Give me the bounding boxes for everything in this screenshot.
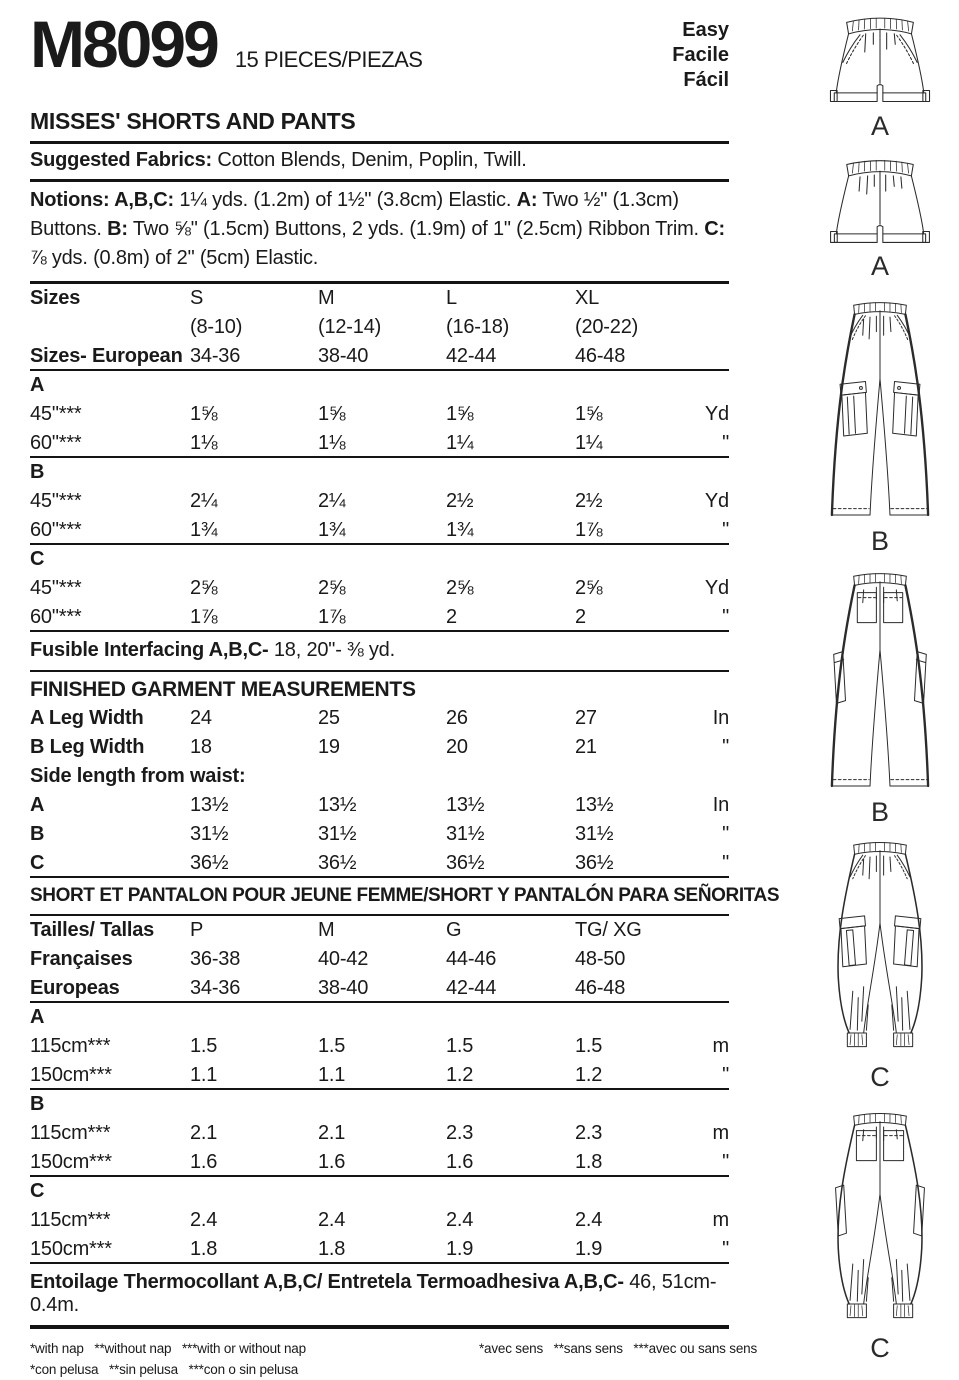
size-tg-cell: TG/ XG (575, 919, 642, 941)
row-label: 60"*** (30, 519, 82, 541)
table-row (30, 400, 729, 429)
difficulty-en: Easy (682, 19, 729, 41)
footnotes (30, 1338, 757, 1380)
notions-a-text: Two ½" (1.3cm) Buttons. (30, 189, 679, 240)
size-m-cell: 1.6 (318, 1151, 346, 1173)
finished-measurements-heading: FINISHED GARMENT MEASUREMENTS (30, 678, 416, 701)
row-label: Tailles/ Tallas (30, 919, 155, 941)
size-tg-cell: 1.5 (575, 1035, 603, 1057)
yardage-table-imperial (30, 284, 729, 632)
page-title: MISSES' SHORTS AND PANTS (30, 106, 729, 144)
row-label: Sizes- European (30, 345, 183, 367)
notions-line (30, 182, 729, 284)
size-xl-cell: 46-48 (575, 345, 626, 367)
size-g-cell: 1.5 (446, 1035, 474, 1057)
size-s-cell: 1¾ (190, 519, 218, 541)
difficulty-fr: Facile (672, 44, 729, 66)
size-s-cell: 18 (190, 736, 212, 758)
footnote-row-1 (30, 1338, 757, 1359)
size-xl-cell: XL (575, 287, 600, 309)
size-s-cell: 2⅝ (190, 577, 218, 599)
size-xl-cell: 2½ (575, 490, 603, 512)
size-m-cell: 1.5 (318, 1035, 346, 1057)
size-xl-cell: 13½ (575, 794, 614, 816)
size-m-cell: 19 (318, 736, 340, 758)
size-xl-cell: (20-22) (575, 316, 639, 338)
size-l-cell: 26 (446, 707, 468, 729)
unit-cell: " (722, 1238, 729, 1260)
size-p-cell: 2.1 (190, 1122, 218, 1144)
size-l-cell: (16-18) (446, 316, 510, 338)
figure-jogger-pants-front (821, 837, 939, 1092)
size-m-cell: 1.8 (318, 1238, 346, 1260)
unit-cell: m (712, 1122, 729, 1144)
size-l-cell: 2 (446, 606, 457, 628)
footnote-es: *con pelusa **sin pelusa ***con o sin pelusa (30, 1362, 299, 1377)
masthead (30, 7, 729, 106)
figure-cargo-pants-back (821, 568, 939, 827)
content-column (30, 7, 780, 1380)
size-s-cell: 34-36 (190, 345, 241, 367)
size-m-cell: 13½ (318, 794, 357, 816)
row-label: B Leg Width (30, 736, 145, 758)
notions-label: Notions: A,B,C: (30, 189, 175, 211)
size-m-cell: M (318, 919, 335, 941)
jogger-pants-front-drawing (821, 837, 939, 1062)
size-m-cell: 1¾ (318, 519, 346, 541)
size-p-cell: P (190, 919, 204, 941)
row-label: C (30, 1180, 45, 1202)
unit-cell: Yd (704, 403, 729, 425)
table-row (30, 1235, 729, 1264)
unit-cell: Yd (704, 490, 729, 512)
size-l-cell: L (446, 287, 457, 309)
figure-label-c1: C (870, 1062, 890, 1092)
size-g-cell: 1.6 (446, 1151, 474, 1173)
table-row (30, 342, 729, 371)
size-l-cell: 2½ (446, 490, 474, 512)
figure-jogger-pants-back (821, 1108, 939, 1363)
table-row (30, 1090, 729, 1119)
size-m-cell: 31½ (318, 823, 357, 845)
jogger-pants-back-drawing (821, 1108, 939, 1333)
notions-b-label: B: (107, 218, 128, 240)
figure-label-b2: B (870, 797, 889, 827)
size-s-cell: 1⅞ (190, 606, 218, 628)
row-label: Europeas (30, 977, 120, 999)
size-m-cell: 36½ (318, 852, 357, 874)
size-tg-cell: 46-48 (575, 977, 626, 999)
footnote-row-2 (30, 1359, 757, 1380)
unit-cell: " (722, 852, 729, 874)
size-p-cell: 1.5 (190, 1035, 218, 1057)
fusible-interfacing-value: 18, 20"- ⅜ yd. (268, 639, 395, 661)
notions-a-label: A: (516, 189, 538, 211)
footnote-en: *with nap **without nap ***with or without nap (30, 1341, 306, 1356)
figure-cargo-pants-front (821, 297, 939, 556)
table-row (30, 574, 729, 603)
table-row (30, 791, 729, 820)
size-m-cell: 1⅝ (318, 403, 346, 425)
size-m-cell: 38-40 (318, 345, 369, 367)
size-tg-cell: 1.9 (575, 1238, 603, 1260)
unit-cell: " (722, 519, 729, 541)
table-row (30, 1032, 729, 1061)
pieces-count: 15 PIECES/PIEZAS (234, 47, 423, 72)
figure-shorts-back (818, 155, 942, 281)
pattern-number: M8099 (30, 7, 217, 81)
size-p-cell: 36-38 (190, 948, 241, 970)
size-p-cell: 1.6 (190, 1151, 218, 1173)
size-l-cell: 20 (446, 736, 468, 758)
table-row (30, 733, 729, 762)
entoilage-line (30, 1264, 729, 1329)
size-s-cell: 13½ (190, 794, 229, 816)
size-s-cell: 36½ (190, 852, 229, 874)
table-row (30, 945, 729, 974)
size-xl-cell: 1⅞ (575, 519, 603, 541)
garment-illustrations (808, 4, 952, 1363)
size-g-cell: 1.9 (446, 1238, 474, 1260)
size-s-cell: 24 (190, 707, 212, 729)
unit-cell: m (712, 1035, 729, 1057)
size-m-cell: 2.4 (318, 1209, 346, 1231)
size-m-cell: 38-40 (318, 977, 369, 999)
cargo-pants-front-drawing (821, 297, 939, 526)
size-p-cell: 34-36 (190, 977, 241, 999)
size-m-cell: (12-14) (318, 316, 382, 338)
table-row (30, 429, 729, 458)
size-tg-cell: 48-50 (575, 948, 626, 970)
entoilage-value: 46, 51cm- 0.4m. (30, 1271, 717, 1316)
size-m-cell: M (318, 287, 335, 309)
unit-cell: In (712, 707, 729, 729)
table-row (30, 762, 729, 791)
size-m-cell: 1.1 (318, 1064, 346, 1086)
size-tg-cell: 2.3 (575, 1122, 603, 1144)
figure-label-b1: B (870, 526, 889, 556)
size-xl-cell: 21 (575, 736, 597, 758)
table-row (30, 1119, 729, 1148)
unit-cell: In (712, 794, 729, 816)
cargo-pants-back-drawing (821, 568, 939, 797)
size-tg-cell: 1.2 (575, 1064, 603, 1086)
table-row (30, 1148, 729, 1177)
size-g-cell: 2.3 (446, 1122, 474, 1144)
row-label: 60"*** (30, 606, 82, 628)
table-row (30, 820, 729, 849)
size-s-cell: 2¼ (190, 490, 218, 512)
size-p-cell: 1.8 (190, 1238, 218, 1260)
notions-b-text: Two ⅝" (1.5cm) Buttons, 2 yds. (1.9m) of 1" (2.5cm) Ribbon Trim. (127, 218, 705, 240)
table-row (30, 516, 729, 545)
size-g-cell: 2.4 (446, 1209, 474, 1231)
size-l-cell: 36½ (446, 852, 485, 874)
table-row (30, 916, 729, 945)
table-row (30, 1061, 729, 1090)
row-label: A Leg Width (30, 707, 144, 729)
size-tg-cell: 2.4 (575, 1209, 603, 1231)
finished-measurements-table (30, 704, 729, 878)
row-label: A (30, 374, 45, 396)
size-l-cell: 13½ (446, 794, 485, 816)
size-l-cell: 1¼ (446, 432, 474, 454)
size-l-cell: 1¾ (446, 519, 474, 541)
size-g-cell: 42-44 (446, 977, 497, 999)
footnote-fr: *avec sens **sans sens ***avec ou sans sens (478, 1341, 757, 1356)
size-tg-cell: 1.8 (575, 1151, 603, 1173)
size-m-cell: 25 (318, 707, 340, 729)
row-label: C (30, 548, 45, 570)
table-row (30, 284, 729, 313)
table-row (30, 487, 729, 516)
table-row (30, 603, 729, 632)
size-g-cell: G (446, 919, 462, 941)
row-label: 150cm*** (30, 1238, 112, 1260)
entoilage-label: Entoilage Thermocollant A,B,C/ Entretela Termoadhesiva A,B,C- (30, 1271, 624, 1293)
unit-cell: " (722, 1064, 729, 1086)
row-label: B (30, 823, 45, 845)
row-label: 150cm*** (30, 1064, 112, 1086)
unit-cell: Yd (704, 577, 729, 599)
row-label: A (30, 794, 45, 816)
suggested-fabrics-line (30, 144, 729, 182)
size-xl-cell: 1¼ (575, 432, 603, 454)
notions-abc-text: 1¼ yds. (1.2m) of 1½" (3.8cm) Elastic. (174, 189, 517, 211)
notions-c-label: C: (704, 218, 725, 240)
size-g-cell: 44-46 (446, 948, 497, 970)
table-row (30, 1177, 729, 1206)
difficulty-es: Fácil (683, 69, 729, 91)
size-s-cell: 1⅝ (190, 403, 218, 425)
size-xl-cell: 31½ (575, 823, 614, 845)
figure-label-a1: A (870, 111, 889, 141)
row-label: C (30, 852, 45, 874)
figure-label-a2: A (870, 251, 889, 281)
row-label: Françaises (30, 948, 133, 970)
french-spanish-heading: SHORT ET PANTALON POUR JEUNE FEMME/SHORT Y PANTALÓN PARA SEÑORITAS (30, 878, 729, 916)
figure-shorts-front (818, 10, 942, 141)
table-row (30, 849, 729, 878)
size-l-cell: 42-44 (446, 345, 497, 367)
size-xl-cell: 2 (575, 606, 586, 628)
suggested-fabrics-text: Cotton Blends, Denim, Poplin, Twill. (212, 149, 527, 171)
unit-cell: " (722, 432, 729, 454)
size-m-cell: 2.1 (318, 1122, 346, 1144)
row-label: 45"*** (30, 577, 82, 599)
size-s-cell: 1⅛ (190, 432, 218, 454)
size-p-cell: 1.1 (190, 1064, 218, 1086)
size-xl-cell: 27 (575, 707, 597, 729)
row-label: 115cm*** (30, 1209, 111, 1231)
row-label: B (30, 461, 45, 483)
size-m-cell: 2¼ (318, 490, 346, 512)
size-xl-cell: 36½ (575, 852, 614, 874)
figure-label-c2: C (870, 1333, 890, 1363)
unit-cell: m (712, 1209, 729, 1231)
size-g-cell: 1.2 (446, 1064, 474, 1086)
size-l-cell: 2⅝ (446, 577, 474, 599)
size-m-cell: 40-42 (318, 948, 369, 970)
notions-c-text: ⅞ yds. (0.8m) of 2" (5cm) Elastic. (30, 247, 319, 269)
table-row (30, 458, 729, 487)
size-m-cell: 2⅝ (318, 577, 346, 599)
suggested-fabrics-label: Suggested Fabrics: (30, 149, 212, 171)
yardage-table-metric (30, 916, 729, 1264)
fusible-interfacing-label: Fusible Interfacing A,B,C- (30, 639, 269, 661)
table-row (30, 545, 729, 574)
table-row (30, 371, 729, 400)
row-label: 115cm*** (30, 1035, 111, 1057)
size-s-cell: S (190, 287, 204, 309)
size-xl-cell: 2⅝ (575, 577, 603, 599)
unit-cell: " (722, 1151, 729, 1173)
size-l-cell: 31½ (446, 823, 485, 845)
size-m-cell: 1⅛ (318, 432, 346, 454)
size-p-cell: 2.4 (190, 1209, 218, 1231)
unit-cell: " (722, 736, 729, 758)
shorts-back-drawing (818, 155, 942, 251)
table-row (30, 704, 729, 733)
row-label: 150cm*** (30, 1151, 112, 1173)
size-m-cell: 1⅞ (318, 606, 346, 628)
unit-cell: " (722, 606, 729, 628)
row-label: Sizes (30, 287, 81, 309)
shorts-front-drawing (818, 10, 942, 111)
row-label: 60"*** (30, 432, 82, 454)
table-row (30, 1003, 729, 1032)
row-label: 115cm*** (30, 1122, 111, 1144)
size-l-cell: 1⅝ (446, 403, 474, 425)
table-row (30, 313, 729, 342)
row-label: A (30, 1006, 45, 1028)
row-label: 45"*** (30, 490, 82, 512)
row-label: Side length from waist: (30, 765, 246, 787)
row-label: 45"*** (30, 403, 82, 425)
difficulty-levels (672, 18, 729, 93)
size-s-cell: (8-10) (190, 316, 243, 338)
table-row (30, 974, 729, 1003)
table-row (30, 1206, 729, 1235)
size-xl-cell: 1⅝ (575, 403, 603, 425)
row-label: B (30, 1093, 45, 1115)
unit-cell: " (722, 823, 729, 845)
fusible-interfacing-line (30, 632, 729, 672)
size-s-cell: 31½ (190, 823, 229, 845)
